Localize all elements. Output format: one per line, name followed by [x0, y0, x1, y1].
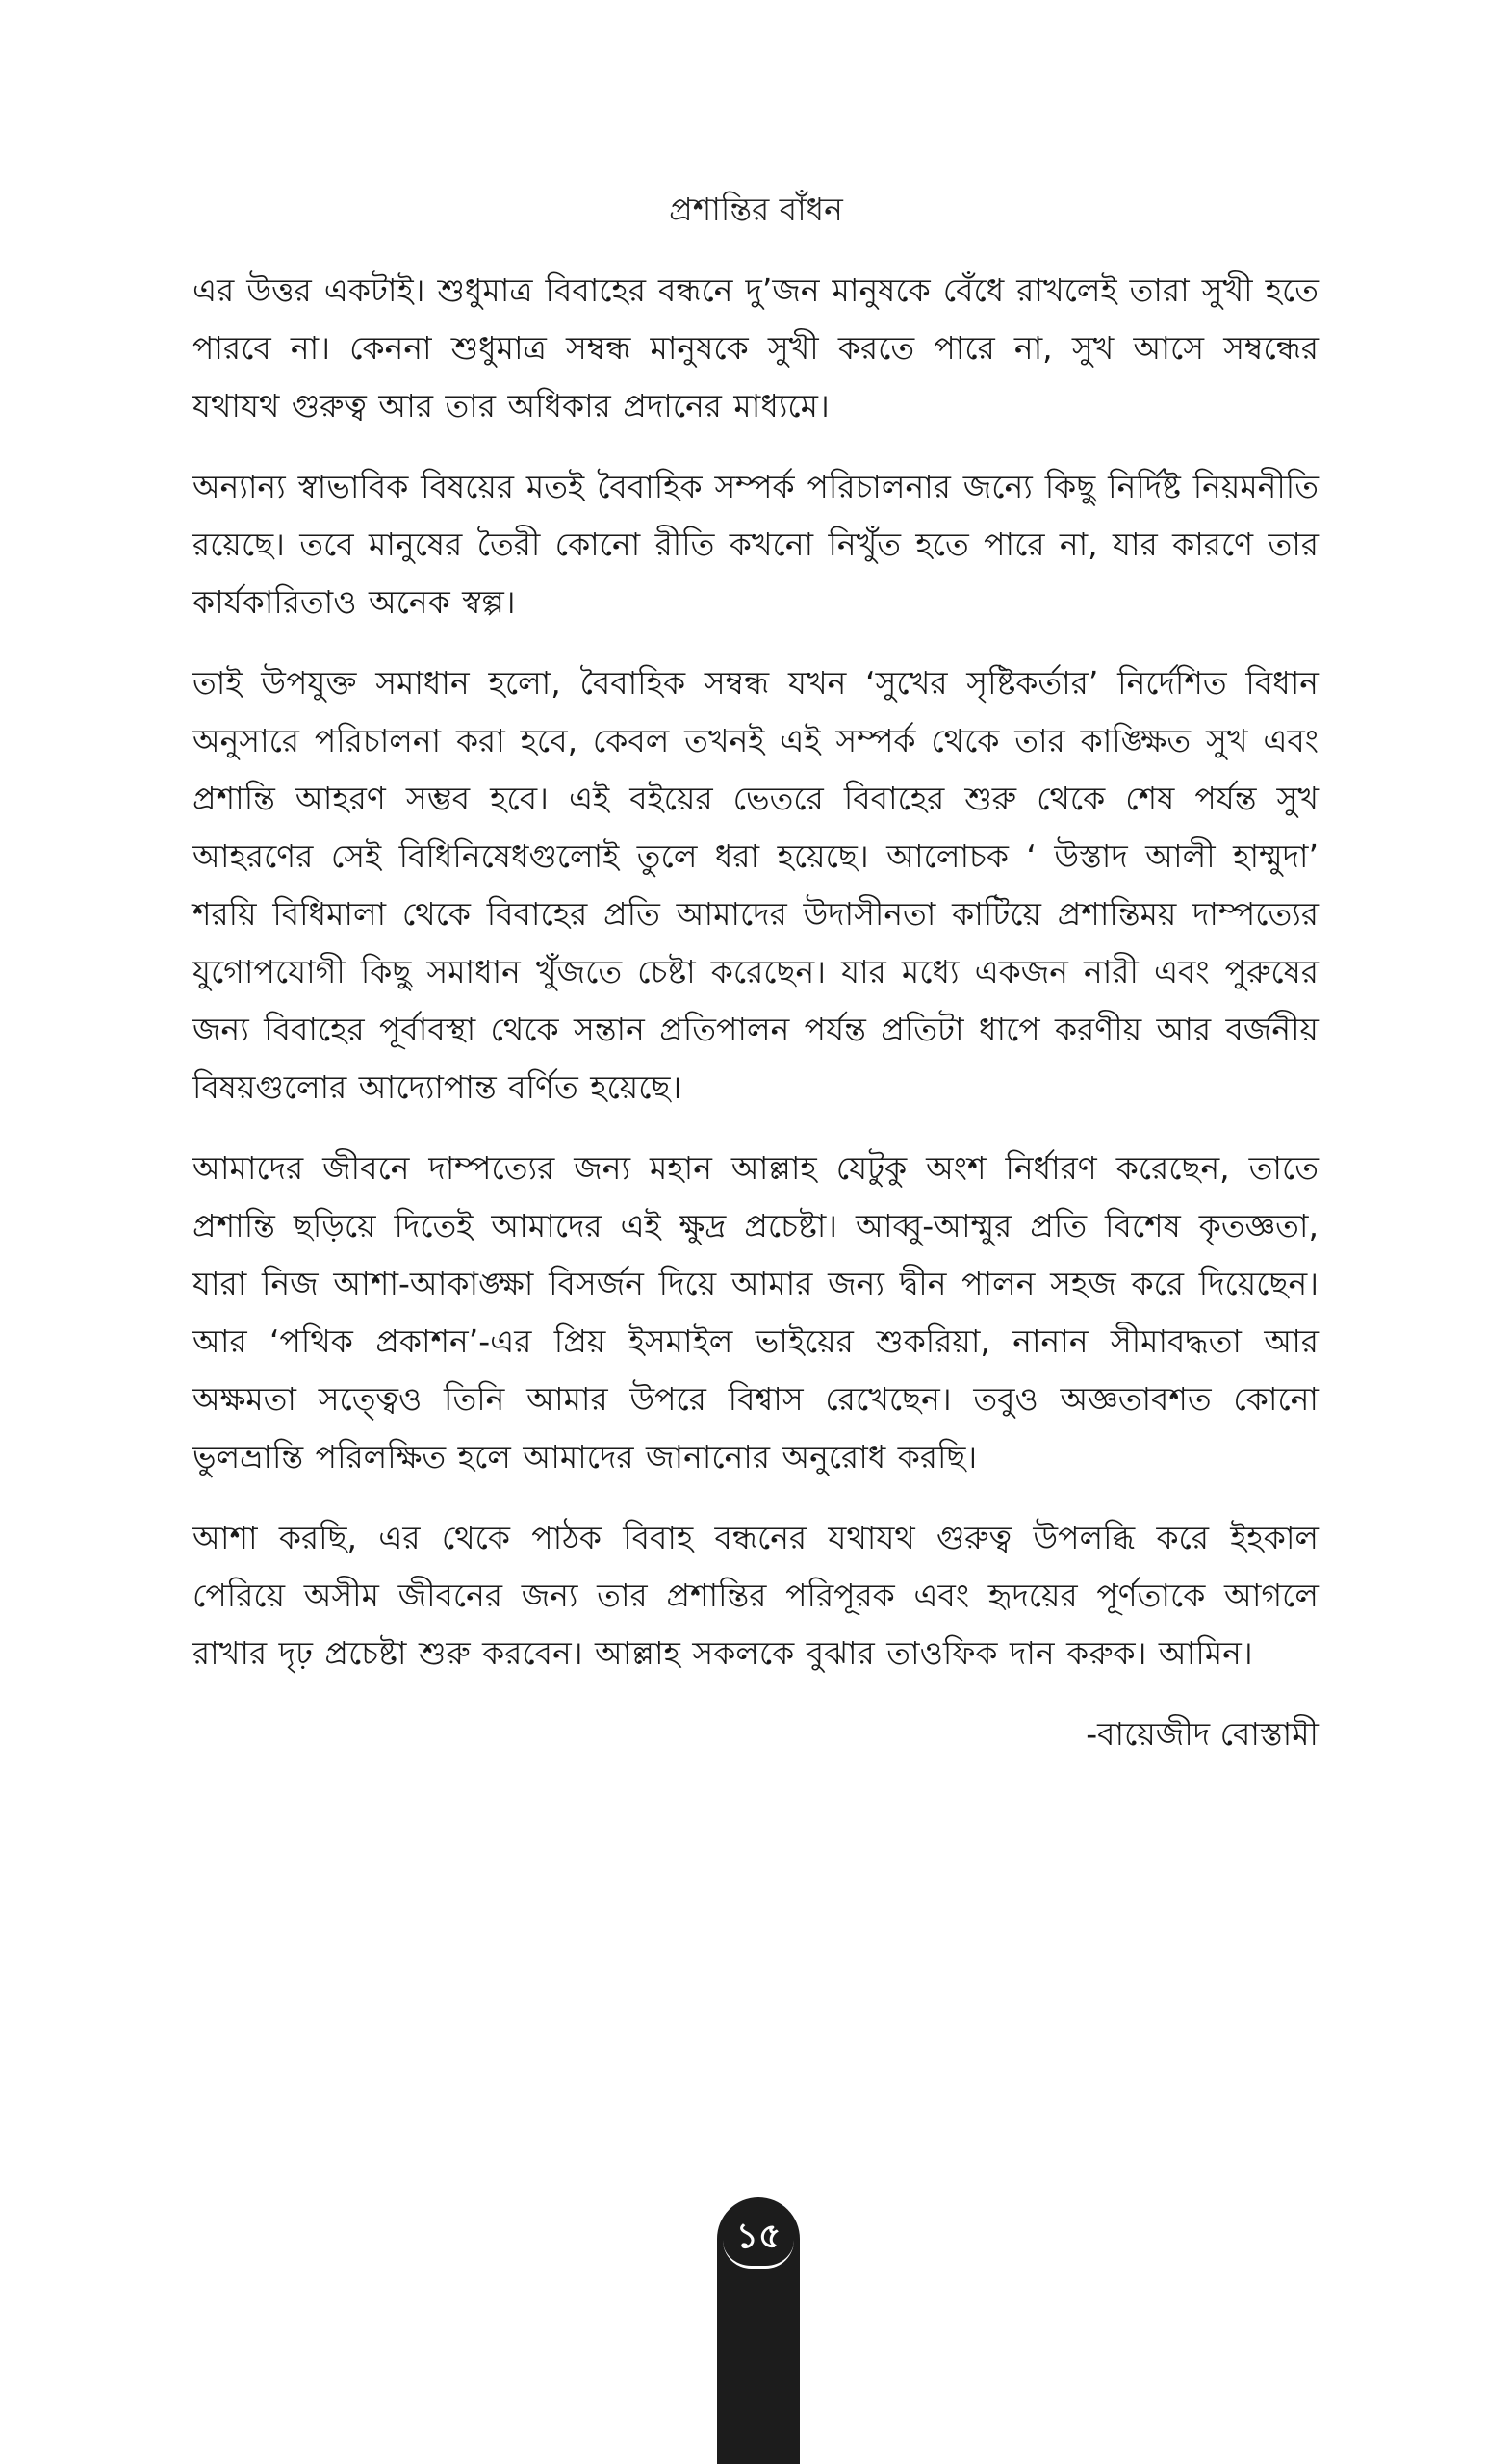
paragraph-2: অন্যান্য স্বাভাবিক বিষয়ের মতই বৈবাহিক সম্পর্ক পরিচালনার জন্যে কিছু নির্দিষ্ট নিয়মনীতি রয়েছে। তবে মানুষের তৈরী কোনো রীতি কখনো নিখুঁত হতে পারে না, যার কারণে তার কার্যকারিতাও অনেক স্বল্প। — [192, 468, 1319, 621]
page-number-tab — [717, 2197, 800, 2464]
page-number: ১৫ — [735, 2217, 782, 2256]
paragraph-3: তাই উপযুক্ত সমাধান হলো, বৈবাহিক সম্বন্ধ যখন ‘সুখের সৃষ্টিকর্তার’ নির্দেশিত বিধান অনুসারে পরিচালনা করা হবে, কেবল তখনই এই সম্পর্ক থেকে তার কাঙ্ক্ষিত সুখ এবং প্রশান্তি আহরণ সম্ভব হবে। এই বইয়ের ভেতরে বিবাহের শুরু থেকে শেষ পর্যন্ত সুখ আহরণের সেই বিধিনিষেধগুলোই তুলে ধরা হয়েছে। আলোচক ‘ উস্তাদ আলী হাম্মুদা’ শরয়ি বিধিমালা থেকে বিবাহের প্রতি আমাদের উদাসীনতা কাটিয়ে প্রশান্তিময় দাম্পত্যের যুগোপযোগী কিছু সমাধান খুঁজতে চেষ্টা করেছেন। যার মধ্যে একজন নারী এবং পুরুষের জন্য বিবাহের পূর্বাবস্থা থেকে সন্তান প্রতিপালন পর্যন্ত প্রতিটা ধাপে করণীয় আর বর্জনীয় বিষয়গুলোর আদ্যোপান্ত বর্ণিত হয়েছে। — [192, 664, 1319, 1106]
paragraph-1: এর উত্তর একটাই। শুধুমাত্র বিবাহের বন্ধনে দু’জন মানুষকে বেঁধে রাখলেই তারা সুখী হতে পারবে না। কেননা শুধুমাত্র সম্বন্ধ মানুষকে সুখী করতে পারে না, সুখ আসে সম্বন্ধের যথাযথ গুরুত্ব আর তার অধিকার প্রদানের মাধ্যমে। — [192, 271, 1319, 424]
paragraph-5: আশা করছি, এর থেকে পাঠক বিবাহ বন্ধনের যথাযথ গুরুত্ব উপলব্ধি করে ইহকাল পেরিয়ে অসীম জীবনের জন্য তার প্রশান্তির পরিপূরক এবং হৃদয়ের পূর্ণতাকে আগলে রাখার দৃঢ় প্রচেষ্টা শুরু করবেন। আল্লাহ সকলকে বুঝার তাওফিক দান করুক। আমিন। — [192, 1519, 1319, 1672]
author-signature: -বায়েজীদ বোস্তামী — [1086, 1715, 1319, 1753]
body-text — [192, 262, 1319, 1763]
running-header: প্রশান্তির বাঁধন — [669, 191, 843, 228]
paragraph-4: আমাদের জীবনে দাম্পত্যের জন্য মহান আল্লাহ যেটুকু অংশ নির্ধারণ করেছেন, তাতে প্রশান্তি ছড়িয়ে দিতেই আমাদের এই ক্ষুদ্র প্রচেষ্টা। আব্বু-আম্মুর প্রতি বিশেষ কৃতজ্ঞতা, যারা নিজ আশা-আকাঙ্ক্ষা বিসর্জন দিয়ে আমার জন্য দ্বীন পালন সহজ করে দিয়েছেন। আর ‘পথিক প্রকাশন’-এর প্রিয় ইসমাইল ভাইয়ের শুকরিয়া, নানান সীমাবদ্ধতা আর অক্ষমতা সত্ত্বেও তিনি আমার উপরে বিশ্বাস রেখেছেন। তবুও অজ্ঞতাবশত কোনো ভুলভ্রান্তি পরিলক্ষিত হলে আমাদের জানানোর অনুরোধ করছি। — [192, 1149, 1319, 1476]
